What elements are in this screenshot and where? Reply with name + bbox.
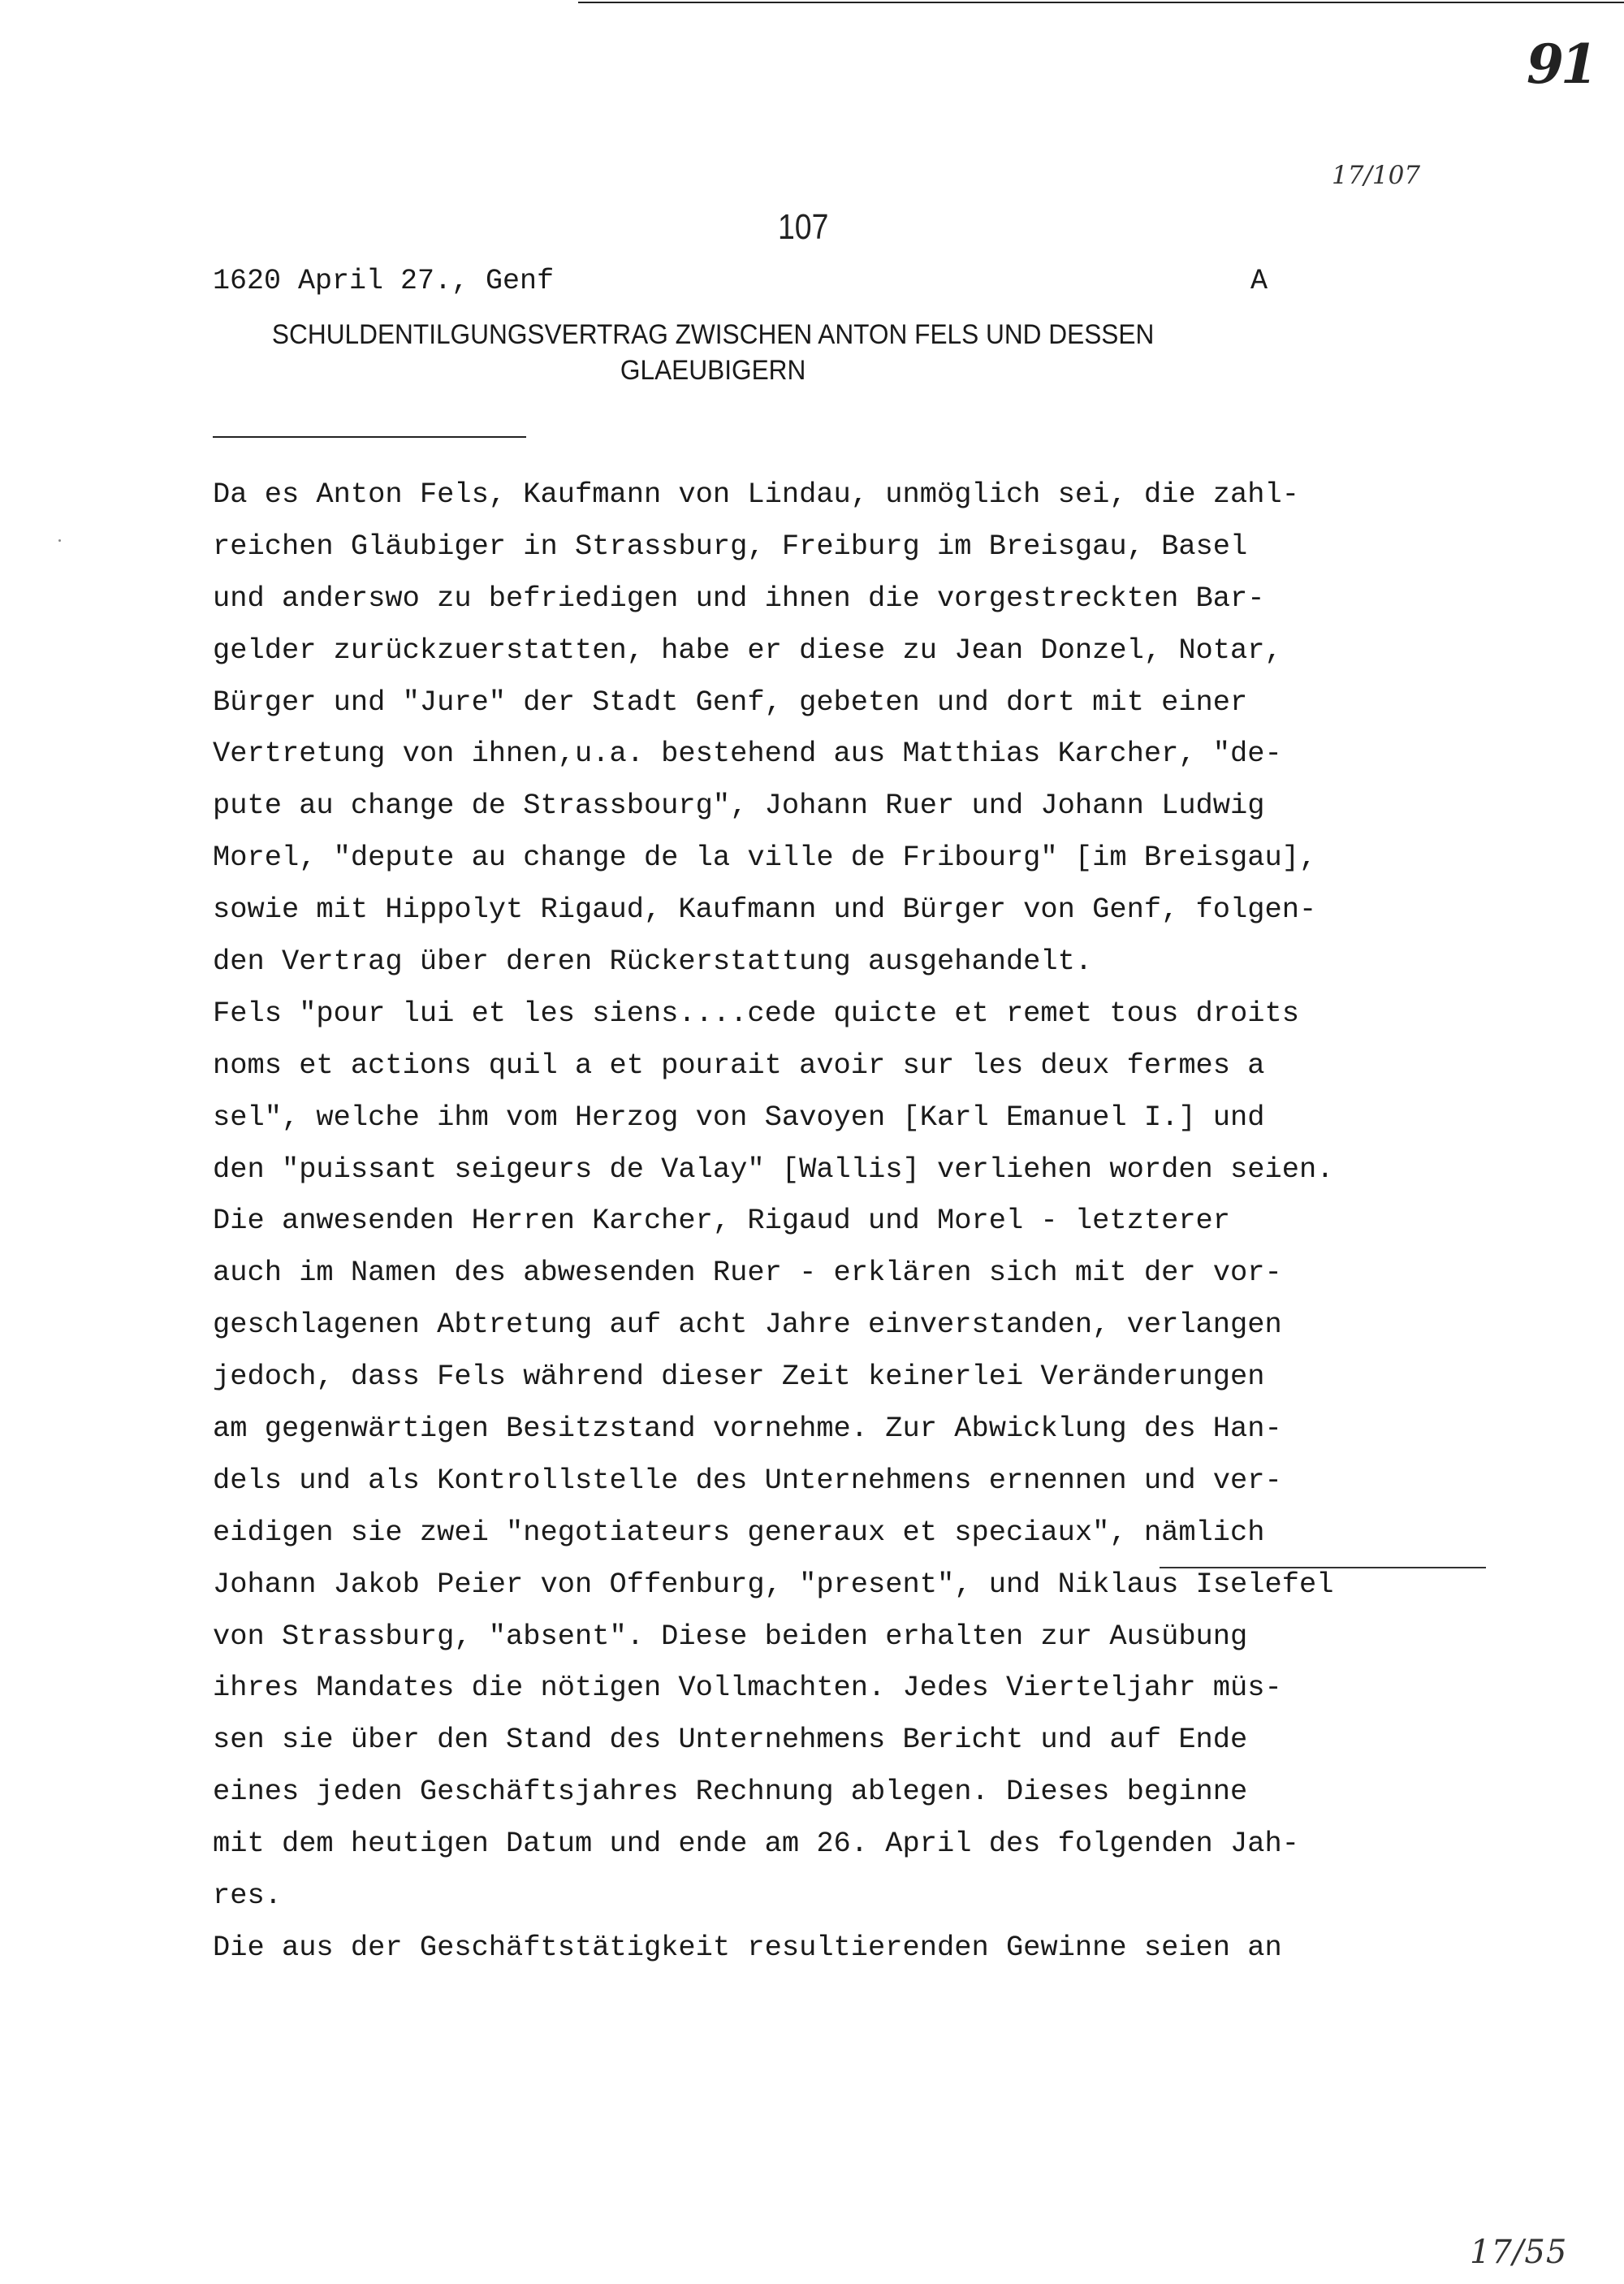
body-line: Bürger und "Jure" der Stadt Genf, gebeten und dort mit einer — [213, 686, 1248, 719]
body-line: sen sie über den Stand des Unternehmens Bericht und auf Ende — [213, 1724, 1248, 1757]
body-line: den Vertrag über deren Rückerstattung ausgehandelt. — [213, 945, 1093, 979]
body-line: jedoch, dass Fels während dieser Zeit keinerlei Veränderungen — [213, 1360, 1265, 1394]
body-line: mit dem heutigen Datum und ende am 26. April des folgenden Jah- — [213, 1828, 1299, 1861]
body-line: sowie mit Hippolyt Rigaud, Kaufmann und Bürger von Genf, folgen- — [213, 893, 1317, 927]
body-line: sel", welche ihm vom Herzog von Savoyen [Karl Emanuel I.] und — [213, 1101, 1265, 1134]
body-line: Morel, "depute au change de la ville de Fribourg" [im Breisgau], — [213, 841, 1317, 875]
margin-mark — [58, 539, 61, 542]
body-line: Die anwesenden Herren Karcher, Rigaud und Morel - letzterer — [213, 1205, 1231, 1238]
body-line: gelder zurückzuerstatten, habe er diese zu Jean Donzel, Notar, — [213, 634, 1282, 667]
body-line: noms et actions quil a et pourait avoir sur les deux fermes a — [213, 1049, 1265, 1082]
handwritten-folio-number: 91 — [1527, 32, 1595, 96]
body-line: res. — [213, 1880, 282, 1913]
body-line: pute au change de Strassbourg", Johann Ruer und Johann Ludwig — [213, 789, 1265, 823]
body-line: reichen Gläubiger in Strassburg, Freiburg im Breisgau, Basel — [213, 530, 1248, 563]
date-place-line: 1620 April 27., Genf — [213, 265, 555, 297]
overline-annotation — [1160, 1567, 1486, 1568]
body-line: Fels "pour lui et les siens....cede quicte et remet tous droits — [213, 997, 1299, 1030]
body-line: von Strassburg, "absent". Diese beiden erhalten zur Ausübung — [213, 1620, 1248, 1653]
document-title: SCHULDENTILGUNGSVERTRAG ZWISCHEN ANTON FELS UND DESSEN GLAEUBIGERN — [271, 319, 1155, 386]
document-number: 107 — [778, 207, 829, 247]
body-line: eines jeden Geschäftsjahres Rechnung ablegen. Dieses beginne — [213, 1776, 1248, 1809]
body-line: eidigen sie zwei "negotiateurs generaux et speciaux", nämlich — [213, 1516, 1265, 1549]
body-line: und anderswo zu befriedigen und ihnen die vorgestreckten Bar- — [213, 582, 1265, 615]
body-line: Die aus der Geschäftstätigkeit resultierenden Gewinne seien an — [213, 1931, 1282, 1964]
body-line: Johann Jakob Peier von Offenburg, "present", und Niklaus Iselefel — [213, 1568, 1334, 1601]
body-line: dels und als Kontrollstelle des Unternehmens ernennen und ver- — [213, 1464, 1282, 1497]
body-line: geschlagenen Abtretung auf acht Jahre einverstanden, verlangen — [213, 1309, 1282, 1342]
reference-number: 17/107 — [1332, 161, 1421, 190]
body-line: Da es Anton Fels, Kaufmann von Lindau, unmöglich sei, die zahl- — [213, 478, 1299, 511]
body-line: Vertretung von ihnen,u.a. bestehend aus Matthias Karcher, "de- — [213, 738, 1282, 771]
body-line: den "puissant seigeurs de Valay" [Wallis] verliehen worden seien. — [213, 1153, 1334, 1186]
title-separator-line — [213, 436, 526, 438]
body-line: am gegenwärtigen Besitzstand vornehme. Zur Abwicklung des Han- — [213, 1412, 1282, 1446]
body-line: ihres Mandates die nötigen Vollmachten. Jedes Vierteljahr müs- — [213, 1672, 1282, 1705]
handwritten-page-mark: 17/55 — [1470, 2234, 1568, 2271]
body-line: auch im Namen des abwesenden Ruer - erklären sich mit der vor- — [213, 1257, 1282, 1290]
body-text — [213, 469, 1512, 1975]
top-border-line — [578, 2, 1624, 3]
version-letter: A — [1250, 265, 1268, 297]
